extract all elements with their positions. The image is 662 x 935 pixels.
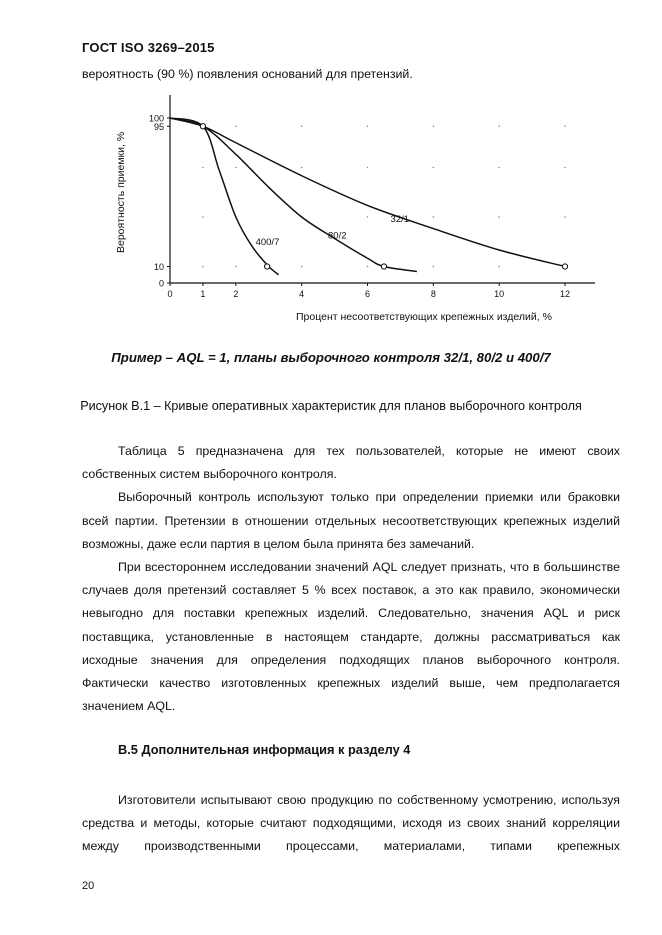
- paragraph: При всестороннем исследовании значений AQL следует признать, что в большинстве случаев доля претензий составляет 5 % всех поставок, а это как правило, экономически невыгодно для поставки крепежных изделий. Следовательно, значения AQL и риск поставщика, установленные в настоящем стандарте, должны рассматриваться как исходные значения для определения подходящих планов выборочного контроля. Фактически качество изготовленных крепежных изделий выше, чем предполагается значением AQL.: [82, 560, 620, 714]
- grid-dot: [433, 125, 435, 127]
- y-tick-label: 100: [148, 113, 164, 124]
- grid-dot: [498, 167, 500, 169]
- grid-dot: [301, 266, 303, 268]
- grid-dot: [202, 167, 204, 169]
- grid-dot: [301, 167, 303, 169]
- grid-dot: [301, 125, 303, 127]
- series-label: 400/7: [255, 237, 280, 249]
- grid-dot: [433, 266, 435, 268]
- series-label: 80/2: [328, 230, 347, 242]
- x-tick-label: 0: [167, 289, 173, 299]
- grid-dot: [367, 167, 369, 169]
- x-tick-label: 10: [494, 289, 505, 299]
- grid-dot: [433, 167, 435, 169]
- grid-dot: [564, 167, 566, 169]
- section-body: [82, 789, 620, 859]
- grid-dot: [433, 216, 435, 218]
- x-tick-label: 8: [430, 289, 436, 299]
- x-axis-label: Процент несоответствующих крепежных изделий, %: [296, 311, 552, 323]
- grid-dot: [367, 266, 369, 268]
- paragraph: Выборочный контроль используют только при определении приемки или браковки всей партии. Претензии в отношении отдельных несоответствующих крепежных изделий возможны, даже если партия в целом была принята без замечаний.: [82, 490, 620, 551]
- aql-point-marker: [381, 264, 386, 269]
- grid-dot: [235, 266, 237, 268]
- grid-dot: [235, 125, 237, 127]
- chart-series: [170, 118, 568, 275]
- lead-text: вероятность (90 %) появления оснований для претензий.: [82, 67, 413, 81]
- paragraph: Таблица 5 предназначена для тех пользователей, которые не имеют своих собственных систем выборочного контроля.: [82, 444, 620, 482]
- x-tick-label: 1: [200, 289, 206, 299]
- y-tick-label: 0: [158, 278, 164, 289]
- x-tick-label: 2: [233, 289, 239, 299]
- grid-dot: [564, 216, 566, 218]
- grid-dot: [498, 125, 500, 127]
- x-tick-label: 6: [364, 289, 371, 299]
- y-tick-labels: [149, 114, 170, 289]
- x-tick-labels: [167, 283, 570, 299]
- grid-dot: [202, 216, 204, 218]
- grid-dot: [202, 266, 204, 268]
- document-header: ГОСТ ISO 3269–2015: [82, 40, 215, 55]
- y-tick-label: 10: [153, 262, 164, 272]
- y-tick-label: 95: [153, 121, 164, 132]
- aql-point-marker: [562, 264, 567, 269]
- y-axis-label: Вероятность приемки, %: [115, 131, 127, 253]
- series-line-80-2: [170, 118, 417, 271]
- section-title: В.5 Дополнительная информация к разделу 4: [118, 742, 411, 757]
- series-line-32-1: [170, 118, 565, 267]
- grid-dot: [564, 125, 566, 127]
- oc-curve-chart: [100, 95, 600, 335]
- paragraph: Изготовители испытывают свою продукцию по собственному усмотрению, используя средства и методы, которые считают подходящими, исходя из своих знаний корреляции между производственными процессами, материалами, типами крепежных: [82, 793, 620, 854]
- grid-dot: [498, 216, 500, 218]
- grid-dot: [367, 125, 369, 127]
- body-text: [82, 440, 620, 718]
- grid-dot: [498, 266, 500, 268]
- grid-dot: [235, 167, 237, 169]
- aql-point-marker: [265, 264, 270, 269]
- x-tick-label: 12: [559, 289, 571, 299]
- x-tick-label: 4: [299, 289, 305, 299]
- example-caption: Пример – AQL = 1, планы выборочного контроля 32/1, 80/2 и 400/7: [111, 350, 551, 365]
- grid-dot: [367, 216, 369, 218]
- series-line-400-7: [170, 118, 279, 275]
- figure-caption: Рисунок В.1 – Кривые оперативных характеристик для планов выборочного контроля: [80, 399, 582, 413]
- common-point-marker: [200, 124, 205, 129]
- page-number: 20: [82, 880, 95, 892]
- series-label: 32/1: [390, 213, 410, 225]
